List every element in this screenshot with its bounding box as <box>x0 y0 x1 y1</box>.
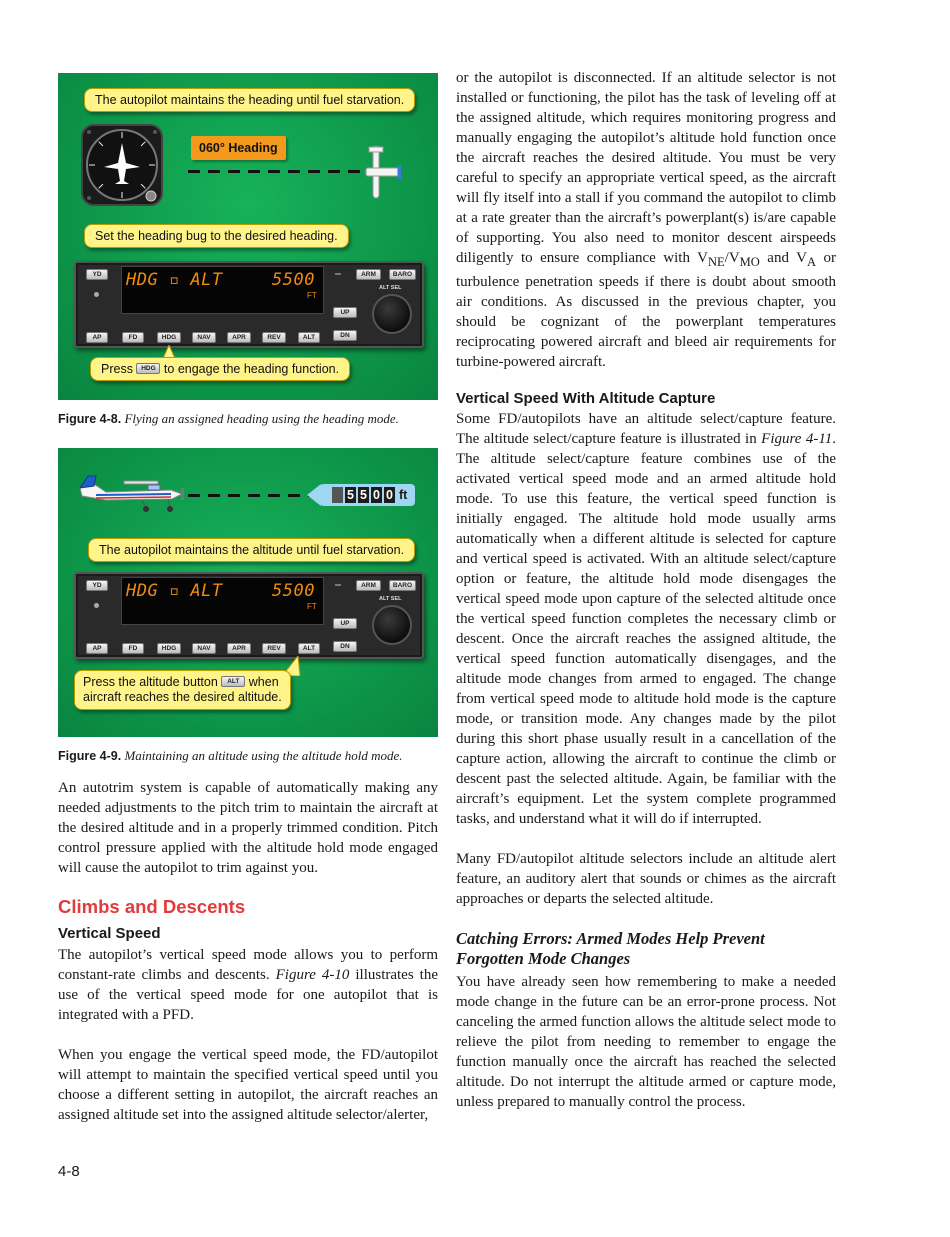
paragraph-continued <box>456 68 836 372</box>
paragraph-vertical-speed-2: When you engage the vertical speed mode, the FD/autopilot will attempt to maintain the specified vertical speed until you choose a different setting in autopilot, the aircraft reaches an assigned altitude set into the assigned altitude selector/alerter, <box>58 1047 438 1123</box>
subscript-mo: MO <box>739 255 760 269</box>
dn-key[interactable]: DN <box>333 641 357 652</box>
alt-sel-knob[interactable] <box>372 294 412 334</box>
readout-digit: 0 <box>384 487 395 503</box>
hdg-key[interactable]: HDG <box>157 332 181 343</box>
figure-reference: Figure 4-10 <box>275 967 350 983</box>
rev-key[interactable]: REV <box>262 332 286 343</box>
rev-key[interactable]: REV <box>262 643 286 654</box>
baro-key[interactable]: BARO <box>389 269 416 280</box>
callout-press-hdg <box>90 357 350 381</box>
autopilot-panel <box>74 572 424 659</box>
heading-track-line <box>188 170 368 173</box>
ap-key[interactable]: AP <box>86 643 108 654</box>
alt-sel-label: ALT SEL <box>379 596 402 602</box>
caption-number: Figure 4-9. <box>58 749 122 763</box>
readout-digit: 5 <box>358 487 369 503</box>
heading-060-label: 060° Heading <box>191 136 286 160</box>
italic-heading: Catching Errors: Armed Modes Help Prevent Forgotten Mode Changes <box>456 929 765 968</box>
paragraph-altitude-capture <box>456 409 836 829</box>
baro-key[interactable]: BARO <box>389 580 416 591</box>
page-number: 4-8 <box>58 1163 80 1180</box>
airplane-top-view-icon <box>358 143 408 201</box>
display-unit: FT <box>307 602 317 611</box>
callout-set-heading-bug: Set the heading bug to the desired heading. <box>84 224 349 248</box>
paragraph-autotrim: An autotrim system is capable of automatically making any needed adjustments to the pitch trim to maintain the aircraft at the desired altitude and in a properly trimmed condition. Pitch control pressure applied with the altitude hold mode engaged will cause the autopilot to trim against you. <box>58 780 438 876</box>
nav-key[interactable]: NAV <box>192 643 216 654</box>
callout-line-1 <box>83 675 282 690</box>
ap-key[interactable]: AP <box>86 332 108 343</box>
inline-hdg-key: HDG <box>136 363 160 374</box>
p2-text-a: Some FD/autopilots have an altitude select/capture feature. The altitude select/capture feature is illustrated in <box>456 411 836 447</box>
press-alt-prefix: Press the altitude button <box>83 675 218 689</box>
indicator-light <box>94 292 99 297</box>
caption-text: Maintaining an altitude using the altitude hold mode. <box>124 748 403 763</box>
fd-key[interactable]: FD <box>122 643 144 654</box>
subsection-title: Vertical Speed <box>58 925 161 942</box>
readout-unit: ft <box>399 488 408 502</box>
nav-key[interactable]: NAV <box>192 332 216 343</box>
section-title: Climbs and Descents <box>58 896 246 917</box>
display-altitude-text: 5500 <box>272 270 315 290</box>
indicator-light <box>94 603 99 608</box>
subscript-ne: NE <box>708 255 725 269</box>
left-column <box>58 73 438 1125</box>
up-key[interactable]: UP <box>333 618 357 629</box>
press-alt-suffix: when <box>248 675 279 689</box>
airplane-side-view-icon <box>76 474 186 516</box>
alt-sel-label: ALT SEL <box>379 285 402 291</box>
panel-separator <box>335 584 341 586</box>
figure-4-8-caption <box>58 411 438 427</box>
altitude-track-line <box>188 494 313 497</box>
apr-key[interactable]: APR <box>227 643 251 654</box>
fd-key[interactable]: FD <box>122 332 144 343</box>
callout-press-alt <box>74 670 291 710</box>
figure-4-8 <box>58 73 438 400</box>
vs1-text-b: illustrates the use of the vertical speed mode for one autopilot that is integrated with a PFD. <box>58 967 438 1023</box>
vs1-text-a: The autopilot’s vertical speed mode allows you to perform constant-rate climbs and descents. <box>58 947 438 983</box>
p1-and-v: and V <box>759 250 807 266</box>
caption-number: Figure 4-8. <box>58 412 122 426</box>
inline-alt-key: ALT <box>221 676 245 687</box>
mode-display <box>121 266 324 314</box>
callout-heading-maintained: The autopilot maintains the heading until fuel starvation. <box>84 88 415 112</box>
heading-indicator-icon <box>80 123 164 207</box>
arm-key[interactable]: ARM <box>356 580 381 591</box>
readout-blank-digit <box>332 487 343 503</box>
panel-separator <box>335 273 341 275</box>
p1-text-a: or the autopilot is disconnected. If an altitude selector is not installed or functioning, the pilot has the task of leveling off at the assigned altitude, which requires monitoring progress and manually engaging the autopilot’s altitude hold function once the aircraft reaches the desired altitude. You must be very careful to specify an appropriate vertical speed, as the aircraft will fly itself into a stall if you command the autopilot to climb at a rate greater than the aircraft’s powerplant(s) is/are capable of supporting. You also need to monitor descent airspeeds diligently to ensure compliance with V <box>456 70 836 266</box>
alt-sel-knob[interactable] <box>372 605 412 645</box>
paragraph-armed-modes: You have already seen how remembering to make a needed mode change in the future can be an error-prone process. Not canceling the armed function allows the altitude select mode to relieve the pilot from needing to remember to engage the function manually once the aircraft has reached the selected altitude. Do not interrupt the altitude armed or capture mode, unless prepared to manually control the process. <box>456 974 836 1110</box>
apr-key[interactable]: APR <box>227 332 251 343</box>
display-altitude-text: 5500 <box>272 581 315 601</box>
alt-key[interactable]: ALT <box>298 643 320 654</box>
altitude-readout <box>320 484 415 506</box>
autopilot-panel <box>74 261 424 348</box>
slash-v: /V <box>724 250 740 266</box>
callout-altitude-maintained: The autopilot maintains the altitude until fuel starvation. <box>88 538 415 562</box>
caption-text: Flying an assigned heading using the heading mode. <box>124 411 399 426</box>
display-mode-text: HDG ▫ ALT <box>126 270 223 290</box>
right-column <box>456 68 836 1112</box>
up-key[interactable]: UP <box>333 307 357 318</box>
yd-key[interactable]: YD <box>86 269 108 280</box>
p2-text-b: . The altitude select/capture feature combines use of the activated vertical speed mode and an armed altitude hold mode. To use this feature, the vertical speed function is initially engaged. The altitude hold mode usually arms automatically when a different altitude is selected for capture and vertical speed is activated. With an altitude select/capture option or feature, the altitude hold mode disengages the vertical speed mode upon capture of the selected altitude once the vertical speed function completes the necessary climb or descent. Once the aircraft reaches the assigned altitude, the vertical speed function automatically disengages, and the altitude mode changes from armed to engaged. The change from vertical speed mode to altitude hold mode is the capture mode, or transition mode. Any changes made by the pilot during this short phase usually result in a cancellation of the capture action, allowing the aircraft to continue the climb or descent past the selected altitude. Again, be familiar with the aircraft’s equipment. Let the system complete programmed tasks, and understand what it will do if interrupted. <box>456 431 836 827</box>
yd-key[interactable]: YD <box>86 580 108 591</box>
readout-digit: 5 <box>345 487 356 503</box>
paragraph-altitude-alert: Many FD/autopilot altitude selectors include an altitude alert feature, an auditory alert that sounds or chimes as the aircraft approaches or departs the selected altitude. <box>456 851 836 907</box>
figure-4-9-caption <box>58 748 438 764</box>
hdg-key[interactable]: HDG <box>157 643 181 654</box>
readout-digit: 0 <box>371 487 382 503</box>
callout-line-2: aircraft reaches the desired altitude. <box>83 690 282 704</box>
arm-key[interactable]: ARM <box>356 269 381 280</box>
display-mode-text: HDG ▫ ALT <box>126 581 223 601</box>
subscript-a: A <box>806 255 817 269</box>
alt-key[interactable]: ALT <box>298 332 320 343</box>
mode-display <box>121 577 324 625</box>
p1-text-b: or turbulence penetration speeds if there is doubt about smooth air conditions. As discussed in the previous chapter, you should be cognizant of the powerplant temperatures reciprocating powered aircraft and bleed air requirements for turbine-powered aircraft. <box>456 250 836 370</box>
readout-pointer-icon <box>307 484 321 506</box>
press-suffix: to engage the heading function. <box>163 362 340 376</box>
display-unit: FT <box>307 291 317 300</box>
press-word: Press <box>101 362 133 376</box>
paragraph-vertical-speed-1 <box>58 945 438 1025</box>
figure-reference: Figure 4-11 <box>761 431 833 447</box>
dn-key[interactable]: DN <box>333 330 357 341</box>
figure-4-9 <box>58 448 438 737</box>
subsection-title: Vertical Speed With Altitude Capture <box>456 390 716 407</box>
